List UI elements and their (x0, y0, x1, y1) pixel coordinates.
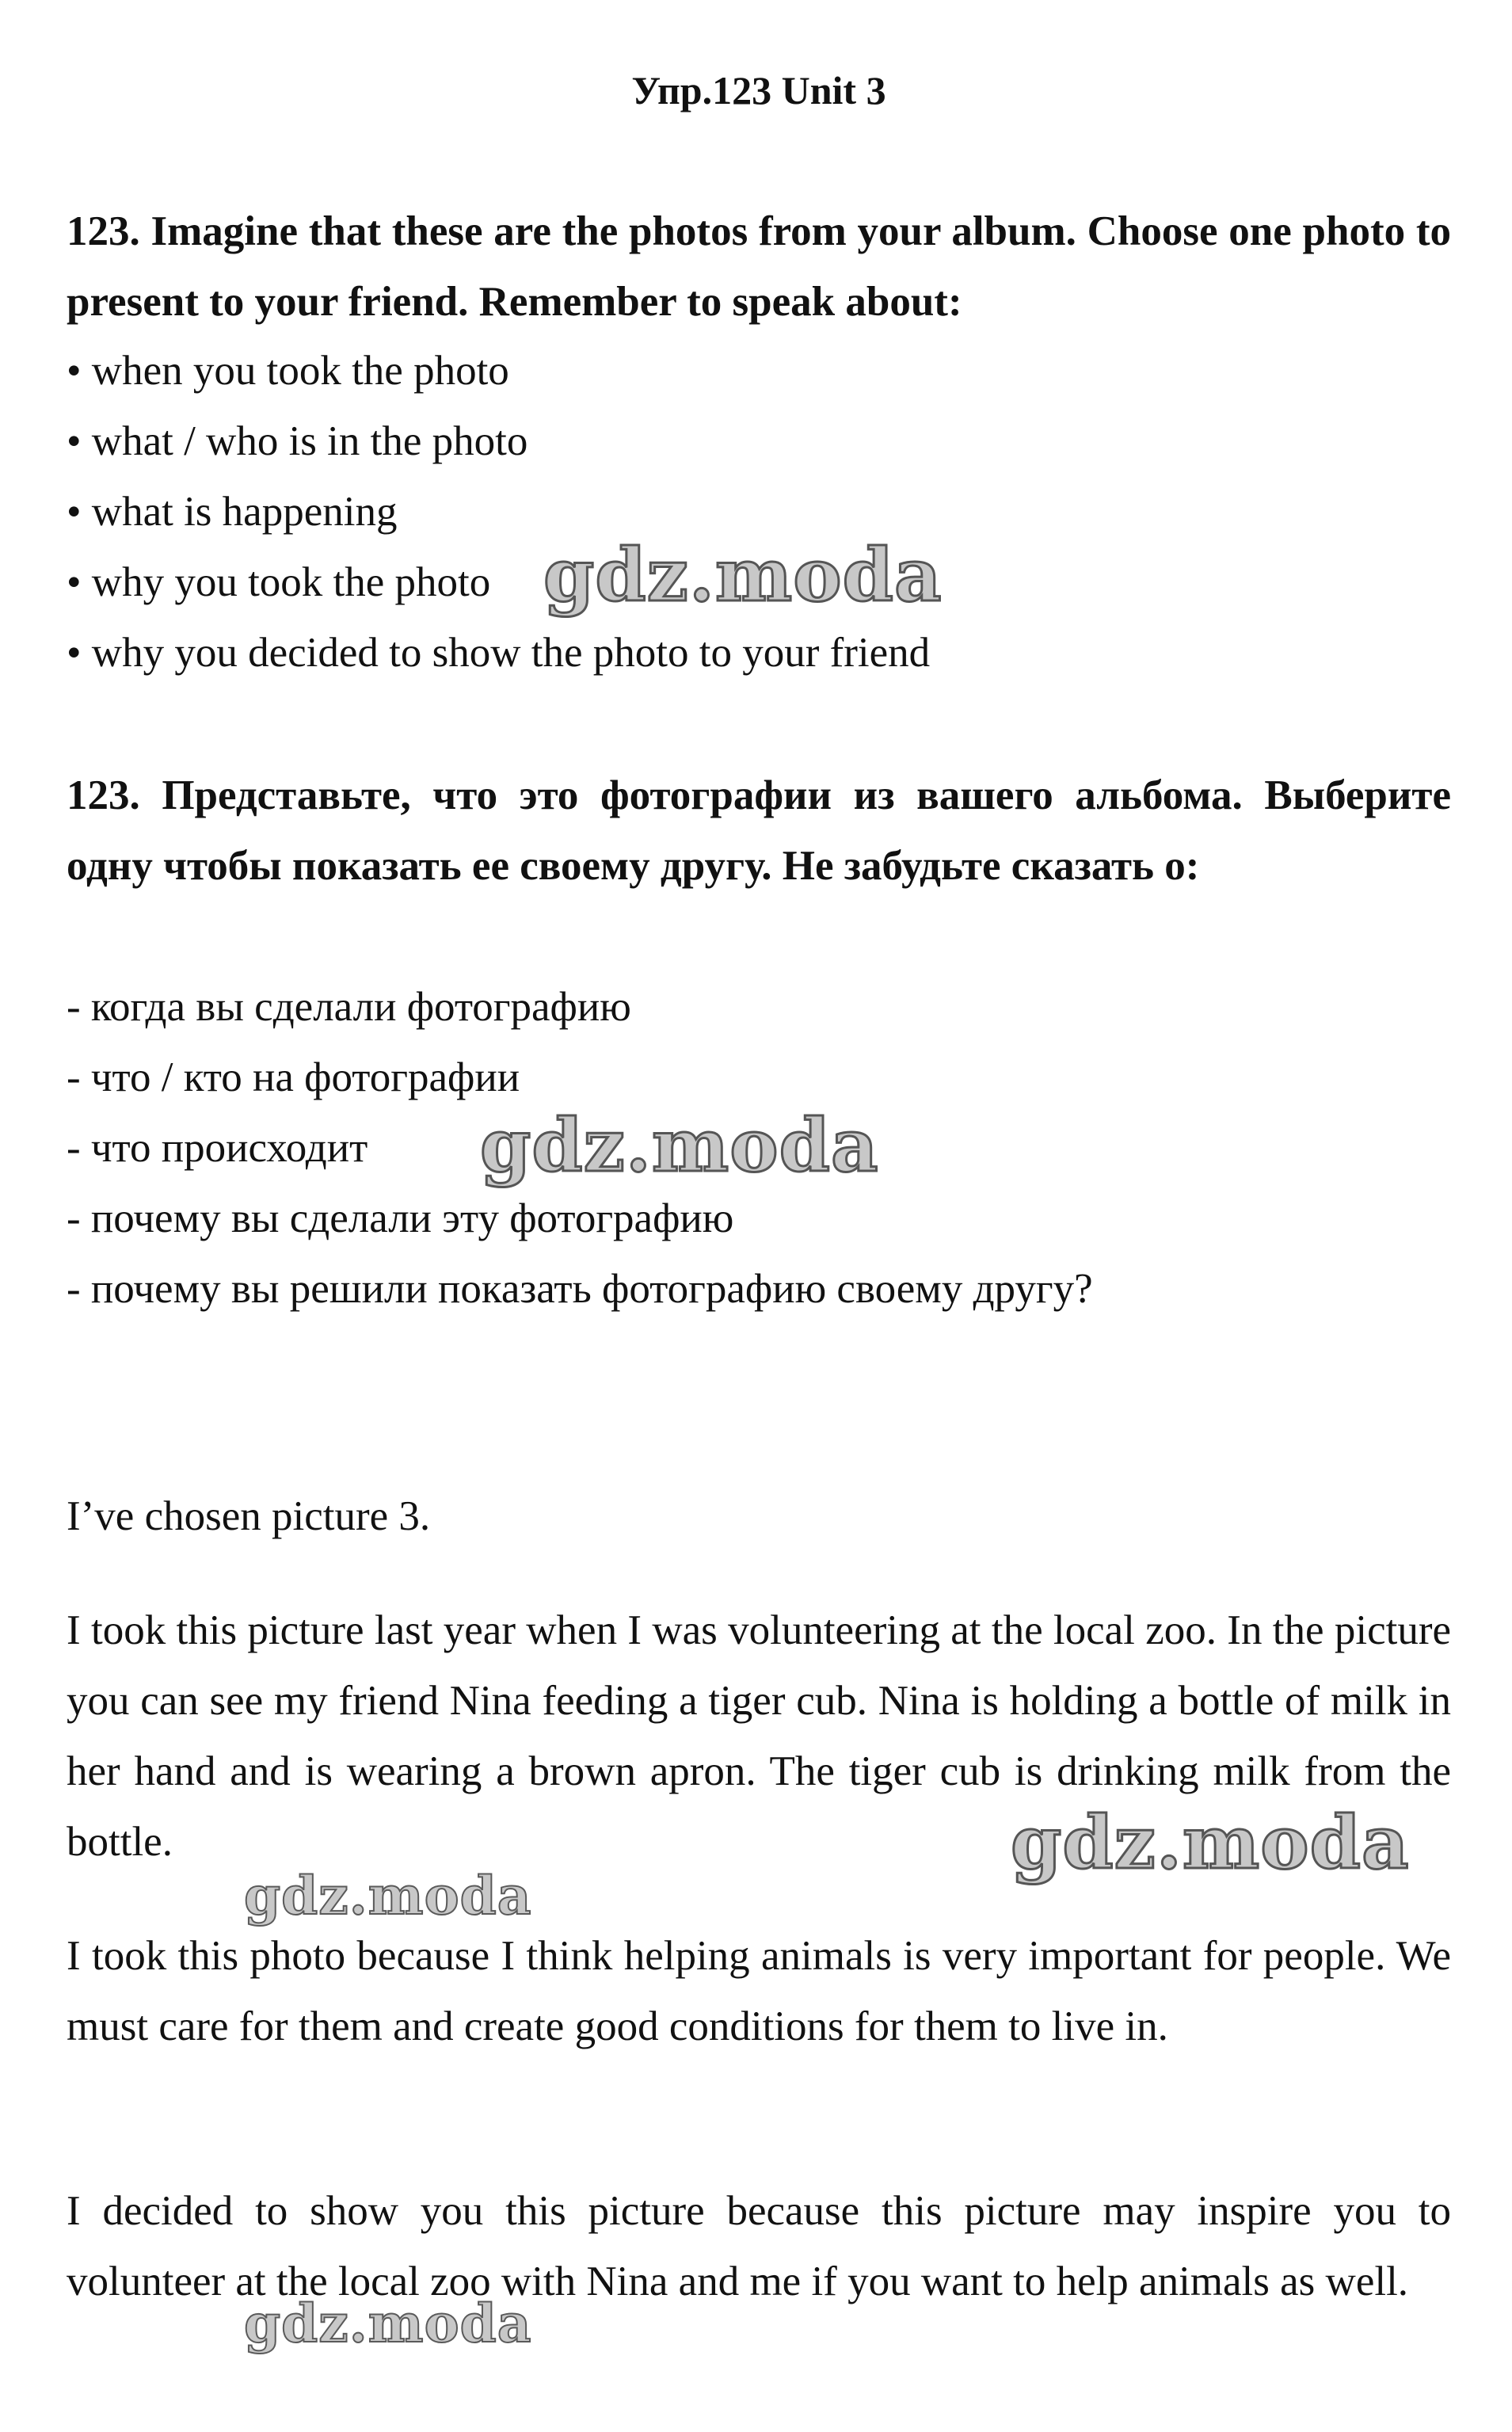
task-item-ru-2: - что / кто на фотографии (67, 1054, 520, 1100)
answer-paragraph-3: I decided to show you this picture because this picture may inspire you to volunteer at the local zoo with Nina and me if you want to help animals as well. (67, 2188, 1451, 2304)
task-bullet-en-5: • why you decided to show the photo to your friend (67, 630, 931, 676)
task-bullet-en-2: • what / who is in the photo (67, 418, 528, 464)
answer-paragraph-1: I took this picture last year when I was volunteering at the local zoo. In the picture you can see my friend Nina feeding a tiger cub. Nina is holding a bottle of milk in her hand and is wearing a brown apron. The tiger cub is drinking milk from the bottle. (67, 1607, 1451, 1865)
watermark: gdz.moda (480, 1103, 879, 1188)
watermark: gdz.moda (244, 1865, 532, 1927)
task-bullet-en-4: • why you took the photo (67, 559, 491, 605)
answer-intro: I’ve chosen picture 3. (67, 1493, 431, 1539)
task-item-ru-1: - когда вы сделали фотографию (67, 984, 631, 1030)
task-item-ru-3: - что происходит (67, 1125, 368, 1171)
task-item-ru-5: - почему вы решили показать фотографию своему другу? (67, 1266, 1093, 1312)
task-bullet-en-1: • when you took the photo (67, 348, 509, 394)
task-heading-en: 123. Imagine that these are the photos from your album. Choose one photo to present to your friend. Remember to speak about: (67, 208, 1451, 325)
task-bullet-en-3: • what is happening (67, 489, 398, 535)
answer-paragraph-2: I took this photo because I think helping animals is very important for people. We must care for them and create good conditions for them to live in. (67, 1933, 1451, 2049)
watermark: gdz.moda (543, 532, 943, 618)
watermark: gdz.moda (1011, 1800, 1410, 1885)
page-title: Упр.123 Unit 3 (631, 68, 886, 112)
watermark: gdz.moda (244, 2293, 532, 2354)
task-heading-ru: 123. Представьте, что это фотографии из вашего альбома. Выберите одну чтобы показать ее своему другу. Не забудьте сказать о: (67, 772, 1451, 889)
task-item-ru-4: - почему вы сделали эту фотографию (67, 1195, 734, 1241)
